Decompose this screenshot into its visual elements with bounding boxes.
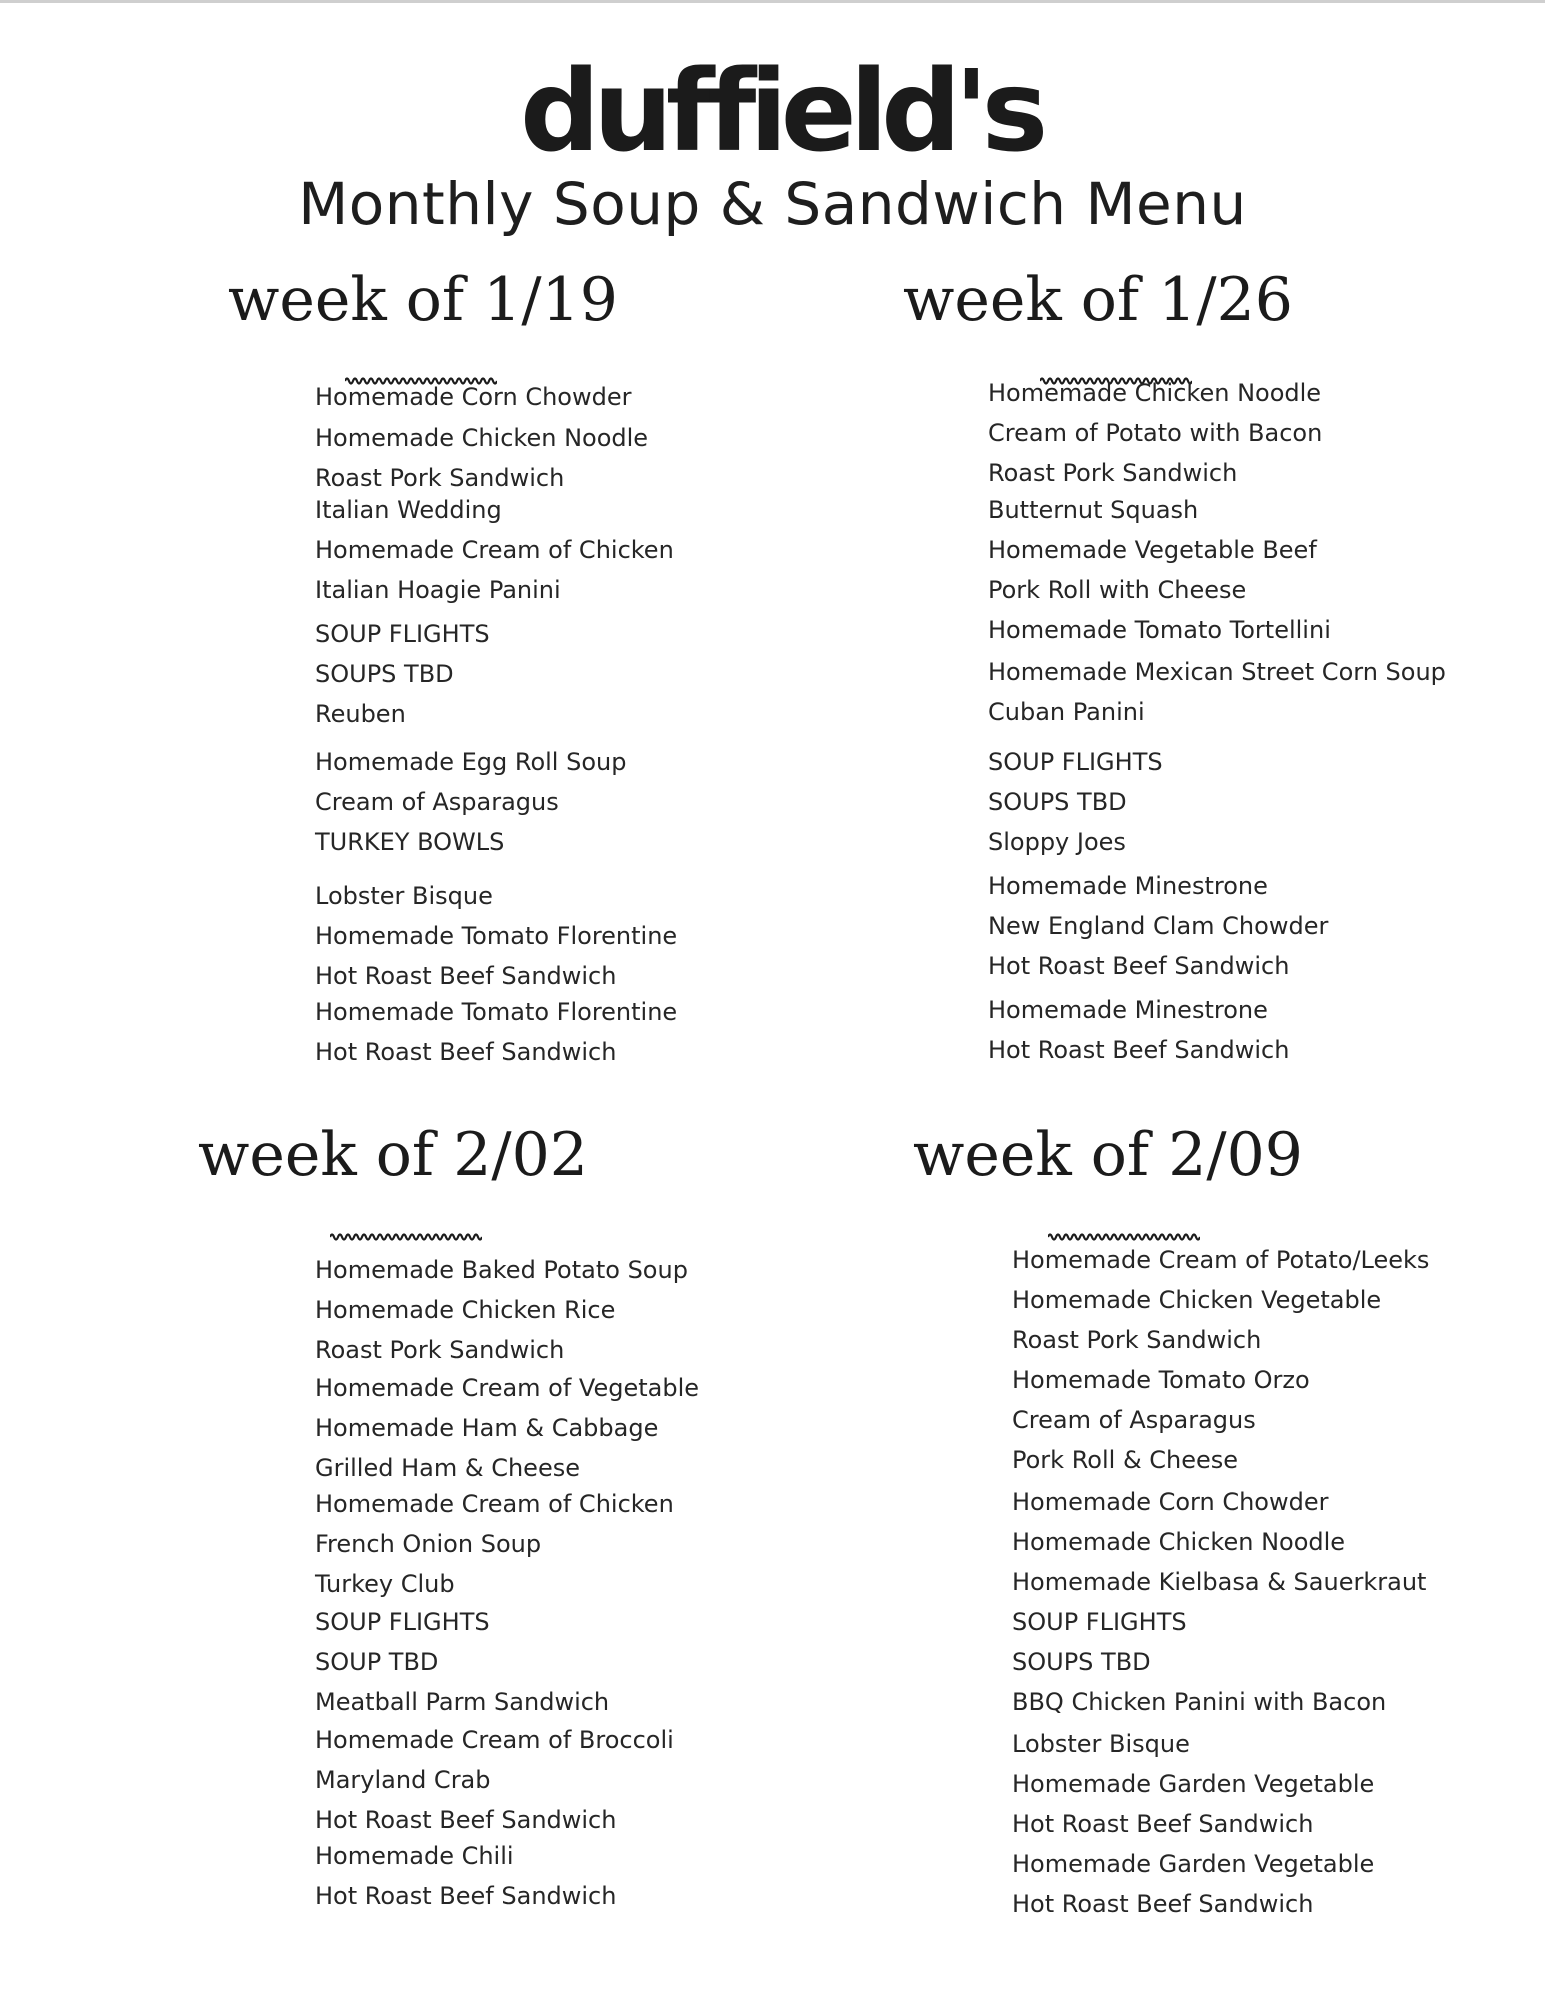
- week-title: week of 1/19: [228, 265, 618, 335]
- menu-item: Reuben: [315, 700, 406, 728]
- menu-item: Homemade Chicken Rice: [315, 1296, 616, 1324]
- menu-item: Butternut Squash: [988, 496, 1199, 524]
- menu-item: Hot Roast Beef Sandwich: [988, 952, 1290, 980]
- menu-item: Pork Roll & Cheese: [1012, 1446, 1239, 1474]
- menu-item: Homemade Tomato Florentine: [315, 998, 678, 1026]
- menu-item: SOUP FLIGHTS: [988, 748, 1163, 776]
- menu-item: Sloppy Joes: [988, 828, 1126, 856]
- menu-item: Turkey Club: [315, 1570, 455, 1598]
- menu-item: SOUP FLIGHTS: [1012, 1608, 1187, 1636]
- menu-item: Roast Pork Sandwich: [988, 459, 1238, 487]
- menu-item: Homemade Cream of Potato/Leeks: [1012, 1246, 1430, 1274]
- menu-item: SOUP FLIGHTS: [315, 620, 490, 648]
- menu-item: Roast Pork Sandwich: [315, 464, 565, 492]
- menu-item: Lobster Bisque: [315, 882, 493, 910]
- week-title: week of 2/09: [913, 1120, 1303, 1190]
- menu-item: Roast Pork Sandwich: [1012, 1326, 1262, 1354]
- menu-item: Lobster Bisque: [1012, 1730, 1190, 1758]
- menu-item: Homemade Minestrone: [988, 872, 1268, 900]
- title-underline-squiggle: [330, 1228, 482, 1247]
- menu-item: Homemade Baked Potato Soup: [315, 1256, 688, 1284]
- menu-item: Homemade Chicken Noodle: [315, 424, 649, 452]
- menu-item: Meatball Parm Sandwich: [315, 1688, 610, 1716]
- menu-item: Maryland Crab: [315, 1766, 491, 1794]
- menu-item: Hot Roast Beef Sandwich: [315, 1806, 617, 1834]
- menu-item: Homemade Tomato Orzo: [1012, 1366, 1310, 1394]
- menu-item: Pork Roll with Cheese: [988, 576, 1247, 604]
- menu-item: Cream of Potato with Bacon: [988, 419, 1323, 447]
- menu-item: Homemade Cream of Vegetable: [315, 1374, 700, 1402]
- menu-item: Cream of Asparagus: [315, 788, 559, 816]
- menu-item: Hot Roast Beef Sandwich: [315, 962, 617, 990]
- menu-item: Homemade Chicken Vegetable: [1012, 1286, 1382, 1314]
- duffields-logo: [510, 38, 1042, 178]
- menu-item: Homemade Chicken Noodle: [988, 379, 1322, 407]
- menu-item: Hot Roast Beef Sandwich: [1012, 1890, 1314, 1918]
- menu-item: Homemade Ham & Cabbage: [315, 1414, 659, 1442]
- menu-item: SOUPS TBD: [988, 788, 1127, 816]
- menu-item: Homemade Cream of Chicken: [315, 1490, 674, 1518]
- menu-item: Homemade Corn Chowder: [1012, 1488, 1329, 1516]
- menu-item: Hot Roast Beef Sandwich: [988, 1036, 1290, 1064]
- page-title: Monthly Soup & Sandwich Menu: [298, 170, 1247, 238]
- menu-item: Homemade Cream of Broccoli: [315, 1726, 674, 1754]
- menu-item: Homemade Kielbasa & Sauerkraut: [1012, 1568, 1427, 1596]
- menu-item: Hot Roast Beef Sandwich: [315, 1038, 617, 1066]
- menu-item: SOUPS TBD: [315, 660, 454, 688]
- menu-item: SOUP TBD: [315, 1648, 439, 1676]
- menu-item: TURKEY BOWLS: [315, 828, 505, 856]
- menu-item: Hot Roast Beef Sandwich: [1012, 1810, 1314, 1838]
- menu-item: French Onion Soup: [315, 1530, 542, 1558]
- menu-item: Homemade Cream of Chicken: [315, 536, 674, 564]
- menu-item: Cuban Panini: [988, 698, 1145, 726]
- menu-item: Homemade Chicken Noodle: [1012, 1528, 1346, 1556]
- menu-item: Homemade Corn Chowder: [315, 383, 632, 411]
- menu-item: Homemade Minestrone: [988, 996, 1268, 1024]
- menu-item: Hot Roast Beef Sandwich: [315, 1882, 617, 1910]
- menu-item: Homemade Chili: [315, 1842, 514, 1870]
- menu-item: Italian Hoagie Panini: [315, 576, 561, 604]
- menu-item: Grilled Ham & Cheese: [315, 1454, 580, 1482]
- menu-item: Homemade Mexican Street Corn Soup: [988, 658, 1446, 686]
- menu-item: Homemade Garden Vegetable: [1012, 1850, 1375, 1878]
- menu-item: Homemade Egg Roll Soup: [315, 748, 627, 776]
- menu-item: New England Clam Chowder: [988, 912, 1329, 940]
- menu-item: Homemade Tomato Florentine: [315, 922, 678, 950]
- menu-item: Homemade Garden Vegetable: [1012, 1770, 1375, 1798]
- menu-item: Cream of Asparagus: [1012, 1406, 1256, 1434]
- week-title: week of 2/02: [198, 1120, 588, 1190]
- menu-item: Homemade Tomato Tortellini: [988, 616, 1331, 644]
- menu-item: Italian Wedding: [315, 496, 502, 524]
- menu-item: Homemade Vegetable Beef: [988, 536, 1317, 564]
- menu-item: SOUP FLIGHTS: [315, 1608, 490, 1636]
- menu-item: Roast Pork Sandwich: [315, 1336, 565, 1364]
- menu-item: SOUPS TBD: [1012, 1648, 1151, 1676]
- menu-item: BBQ Chicken Panini with Bacon: [1012, 1688, 1387, 1716]
- week-title: week of 1/26: [903, 265, 1293, 335]
- scan-top-edge: [0, 0, 1545, 3]
- logo-wordmark: duffield's: [520, 47, 1042, 177]
